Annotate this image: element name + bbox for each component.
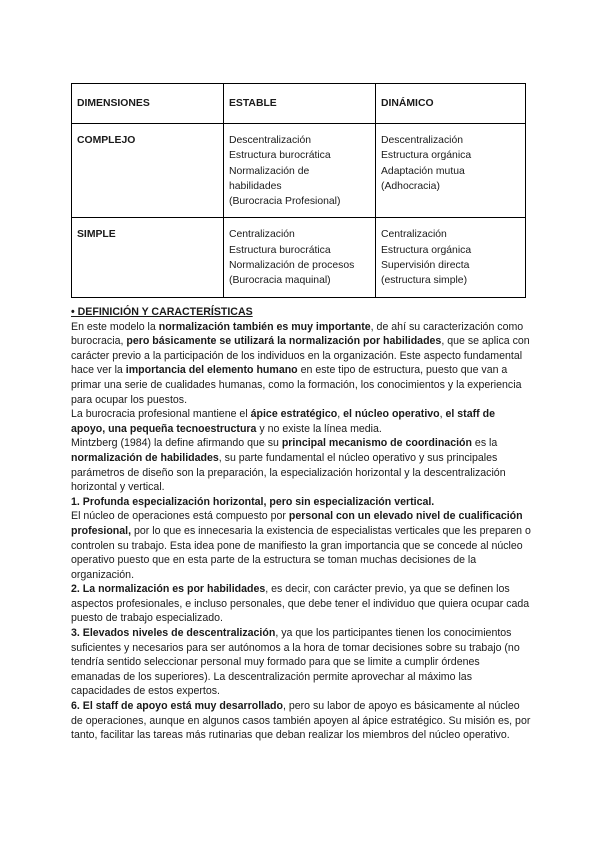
item-6-title: 6. El staff de apoyo está muy desarrollado: [71, 700, 283, 713]
header-dinamico: DINÁMICO: [376, 84, 526, 124]
cell-line: (Burocracia Profesional): [229, 196, 341, 208]
cell-complejo-dinamico: [376, 124, 526, 218]
item-2: [71, 582, 531, 626]
table-row: [72, 218, 526, 297]
cell-line: Supervisión directa: [381, 260, 470, 272]
bold-run: normalización también es muy importante: [158, 320, 371, 333]
cell-line: Estructura orgánica: [381, 150, 472, 162]
paragraph-components: [71, 407, 531, 436]
text-run: es la: [471, 437, 498, 450]
item-1-body: [71, 509, 531, 582]
text-run: , es decir, con carácter previo, ya que se definen los aspectos profesionales, e incluso personales, que debe tener el individuo que quiera ocupar cada puesto de trabajo especializado.: [71, 583, 530, 625]
text-run: , ya que los participantes tienen los conocimientos suficientes y necesarios para ser autónomos a la hora de tomar decisiones sobre su trabajo (no tendría sentido seleccionar personal muy formado para que se limite a cumplir órdenes emanadas de los superiores). La descentralización permite aprovechar al máximo las capacidades de estos expertos.: [71, 627, 520, 698]
text-run: ,: [337, 408, 344, 421]
paragraph-mintzberg: [71, 436, 531, 494]
text-run: , que se aplica con carácter previo a la participación de los individuos en la organización. Este aspecto fundamental hace ver la: [71, 335, 530, 377]
row-label-simple: SIMPLE: [72, 218, 224, 297]
bold-run: ápice estratégico: [250, 408, 338, 421]
table-header-row: [72, 84, 526, 124]
cell-line: Adaptación mutua: [381, 165, 465, 177]
item-6: [71, 699, 531, 743]
item-3-title: 3. Elevados niveles de descentralización: [71, 627, 276, 640]
header-estable: ESTABLE: [224, 84, 376, 124]
header-dimensiones: DIMENSIONES: [72, 84, 224, 124]
cell-line: Descentralización: [381, 135, 464, 146]
text-run: ,: [439, 408, 446, 421]
text-run: por lo que es innecesaria la existencia de especialistas verticales que les preparen o controlen su trabajo. Esta idea pone de manifiesto la gran importancia que se concede al núcleo operativo puesto que en esta parte de la estructura se toman muchas decisiones de la organización.: [71, 524, 531, 581]
item-3: [71, 626, 531, 699]
bold-run: principal mecanismo de coordinación: [281, 437, 472, 450]
cell-simple-dinamico: [376, 218, 526, 297]
cell-line: habilidades: [229, 180, 282, 192]
cell-line: Normalización de procesos: [229, 260, 355, 272]
cell-simple-estable: [224, 218, 376, 297]
text-run: , pero su labor de apoyo es básicamente al núcleo de operaciones, aunque en algunos casos también apoyen al ápice estratégico. Su misión es, por tanto, facilitar las tareas más rutinarias que deban realizar los miembros del núcleo operativo.: [71, 700, 531, 742]
paragraph-intro: [71, 320, 531, 408]
cell-line: Centralización: [229, 229, 295, 241]
row-label-complejo: COMPLEJO: [72, 124, 224, 218]
bold-run: normalización de habilidades: [71, 451, 219, 464]
bold-run: personal con un elevado nivel de cualificación profesional,: [71, 510, 523, 537]
bold-run: el núcleo operativo: [343, 408, 440, 421]
cell-line: Estructura orgánica: [381, 244, 472, 256]
cell-line: Estructura burocrática: [229, 150, 331, 162]
dimensions-table: [71, 83, 526, 298]
cell-line: Estructura burocrática: [229, 244, 331, 256]
bold-run: el staff de apoyo, una pequeña tecnoestructura: [71, 408, 495, 435]
text-run: y no existe la línea media.: [256, 422, 382, 435]
bold-run: pero básicamente se utilizará la normalización por habilidades: [126, 335, 442, 348]
text-run: El núcleo de operaciones está compuesto por: [71, 510, 289, 523]
text-run: Mintzberg (1984) la define afirmando que su: [71, 437, 282, 450]
text-run: En este modelo la: [71, 320, 159, 333]
cell-line: (Burocracia maquinal): [229, 275, 331, 287]
cell-line: Descentralización: [229, 135, 312, 146]
cell-complejo-estable: [224, 124, 376, 218]
bold-run: importancia del elemento humano: [125, 364, 298, 377]
cell-line: Normalización de: [229, 165, 310, 177]
text-run: en este tipo de estructura, puesto que van a primar una serie de cualidades humanas, como la formación, los conocimientos y la experiencia para ocupar los puestos.: [71, 364, 522, 406]
section-heading: • DEFINICIÓN Y CARACTERÍSTICAS: [71, 306, 253, 318]
cell-line: Centralización: [381, 229, 447, 241]
text-run: , de ahí su caracterización como burocracia,: [71, 320, 524, 348]
text-run: , su parte fundamental el núcleo operativo y sus principales parámetros de diseño son la preparación, la especialización horizontal y la descentralización horizontal y vertical.: [71, 451, 506, 494]
table-row: [72, 124, 526, 218]
item-2-title: 2. La normalización es por habilidades: [71, 583, 266, 596]
body-text: [71, 305, 531, 743]
cell-line: (estructura simple): [381, 275, 468, 287]
item-1-title: 1. Profunda especialización horizontal, pero sin especialización vertical.: [71, 495, 435, 508]
cell-line: (Adhocracia): [381, 180, 440, 192]
text-run: La burocracia profesional mantiene el: [71, 408, 251, 421]
